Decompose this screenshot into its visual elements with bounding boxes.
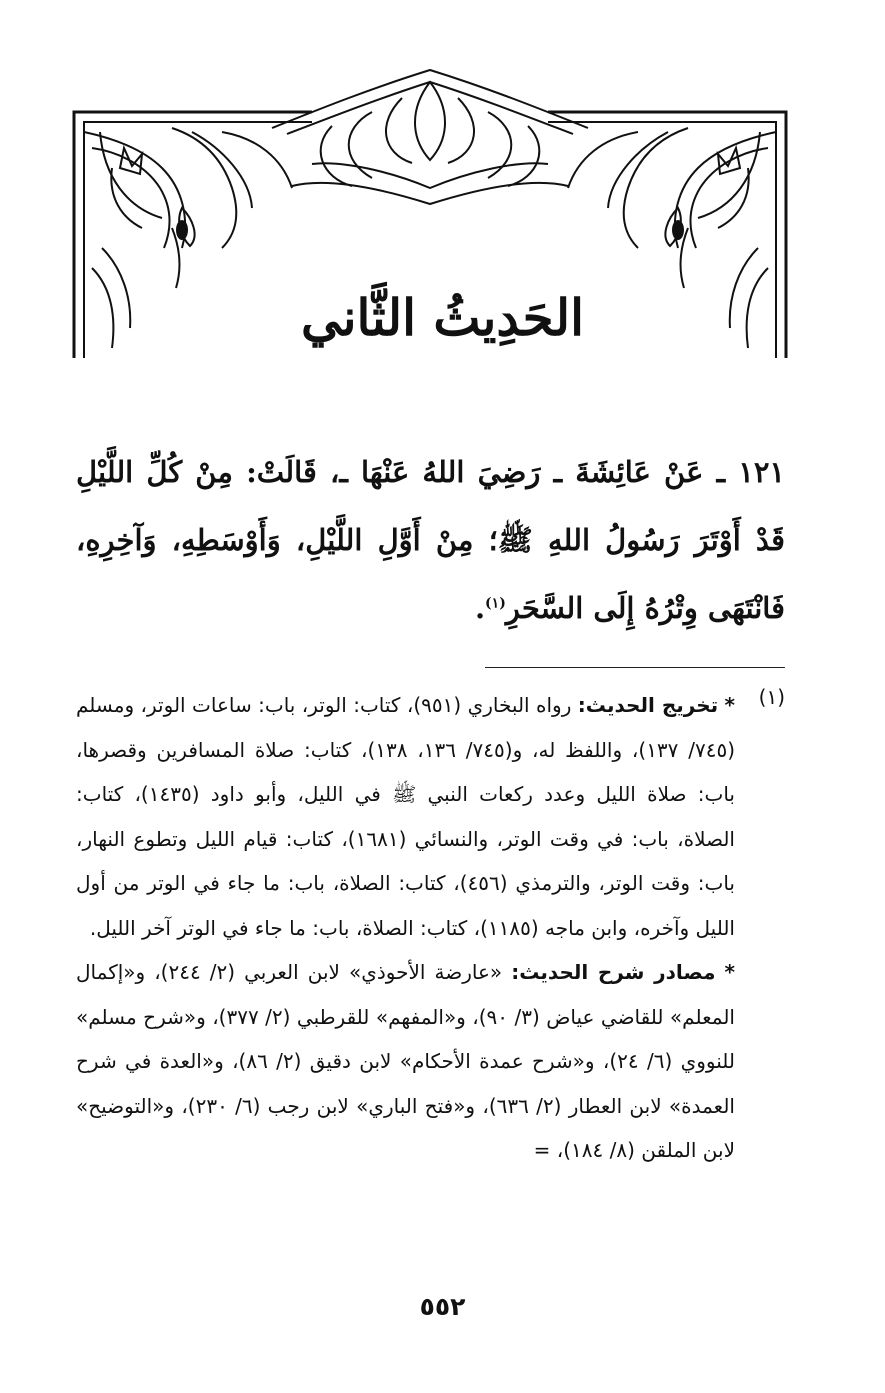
sources-paragraph	[76, 950, 735, 1173]
footnote-reference[interactable]: (١)	[485, 595, 506, 612]
page-number: ٥٥٢	[419, 1292, 466, 1321]
hadith-text: ١٢١ ـ عَنْ عَائِشَةَ ـ رَضِيَ اللهُ عَنْهَا ـ، قَالَتْ: مِنْ كُلِّ اللَّيْلِ قَدْ أَوْتَرَ رَسُولُ اللهِ ﷺ؛ مِنْ أَوَّلِ اللَّيْلِ، وَأَوْسَطِهِ، وَآخِرِهِ، فَانْتَهَى وِتْرُهُ إِلَى السَّحَرِ	[76, 455, 785, 625]
takhrij-paragraph	[76, 683, 735, 950]
footnote-separator	[485, 667, 785, 668]
hadith-end: .	[474, 591, 486, 625]
bullet-star: *	[724, 960, 735, 984]
sources-text: «عارضة الأحوذي» لابن العربي (٢/ ٢٤٤)، و«إكمال المعلم» للقاضي عياض (٣/ ٩٠)، و«المفهم» للقرطبي (٢/ ٣٧٧)، و«شرح مسلم» للنووي (٦/ ٢٤)، و«شرح عمدة الأحكام» لابن دقيق (٢/ ٨٦)، و«العدة في شرح العمدة» لابن العطار (٢/ ٦٣٦)، و«فتح الباري» لابن رجب (٦/ ٢٣٠)، و«التوضيح» لابن الملقن (٨/ ١٨٤)، =	[76, 960, 735, 1162]
takhrij-text: رواه البخاري (٩٥١)، كتاب: الوتر، باب: ساعات الوتر، ومسلم (٧٤٥/ ١٣٧)، واللفظ له، و(٧٤٥/ ١٣٦، ١٣٨)، كتاب: صلاة المسافرين وقصرها، باب: صلاة الليل وعدد ركعات النبي ﷺ في الليل، وأبو داود (١٤٣٥)، كتاب: الصلاة، باب: في وقت الوتر، والنسائي (١٦٨١)، كتاب: قيام الليل وتطوع النهار، باب: وقت الوتر، والترمذي (٤٥٦)، كتاب: الصلاة، باب: ما جاء في الوتر من أول الليل وآخره، وابن ماجه (١١٨٥)، كتاب: الصلاة، باب: ما جاء في الوتر آخر الليل.	[76, 693, 736, 940]
takhrij-label: تخريج الحديث:	[577, 693, 719, 717]
sources-label: مصادر شرح الحديث:	[511, 960, 716, 984]
bullet-star: *	[724, 693, 736, 717]
footnote-number: (١)	[758, 685, 785, 709]
chapter-title: الحَدِيثُ الثَّاني	[300, 288, 585, 347]
hadith-text-block	[76, 438, 785, 642]
footnote-body	[76, 683, 735, 1173]
